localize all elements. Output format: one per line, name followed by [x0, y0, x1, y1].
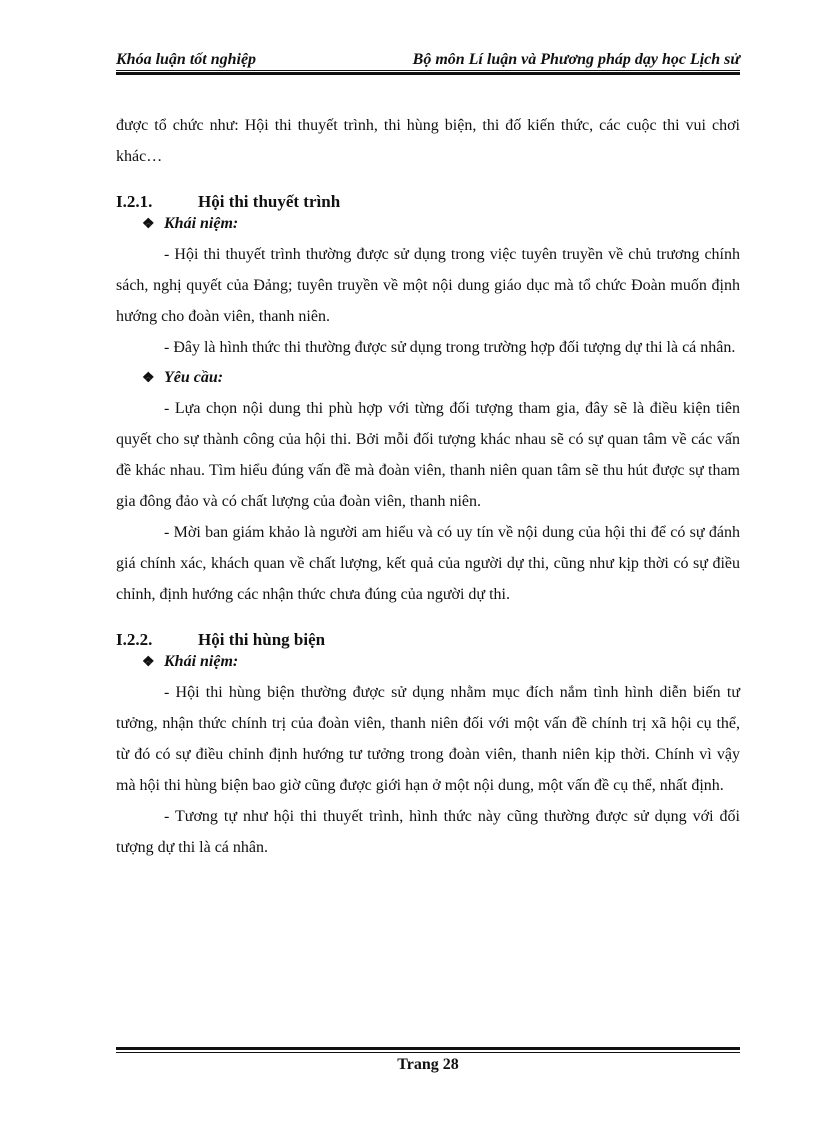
paragraph: - Mời ban giám khảo là người am hiểu và có uy tín về nội dung của hội thi để có sự đánh giá chính xác, khách quan về chất lượng, kết quả của người dự thi, cũng như kịp thời có sự điều chỉnh, định hướng các nhận thức chưa đúng của người dự thi.: [116, 524, 740, 603]
header-rule-thick: [116, 72, 740, 75]
header-thesis-label: Khóa luận tốt nghiệp: [116, 51, 257, 68]
subheading-label: Khái niệm:: [164, 653, 239, 670]
page-number: Trang 28: [397, 1056, 459, 1073]
section-title: Hội thi hùng biện: [198, 630, 326, 649]
paragraph: - Hội thi hùng biện thường được sử dụng nhằm mục đích nắm tình hình diễn biến tư tưởng, nhận thức chính trị của đoàn viên, thanh niên đối với một vấn đề chính trị xã hội cụ thể, từ đó có sự điều chỉnh định hướng tư tưởng trong đoàn viên, thanh niên kịp thời. Chính vì vậy mà hội thi hùng biện bao giờ cũng được giới hạn ở một nội dung, một vấn đề cụ thể, nhất định.: [116, 684, 740, 794]
paragraph: - Lựa chọn nội dung thi phù hợp với từng đối tượng tham gia, đây sẽ là điều kiện tiên quyết cho sự thành công của hội thi. Bởi mỗi đối tượng khác nhau sẽ có sự quan tâm về các vấn đề khác nhau. Tìm hiểu đúng vấn đề mà đoàn viên, thanh niên quan tâm sẽ thu hút được sự tham gia đông đảo và có chất lượng của đoàn viên, thanh niên.: [116, 400, 740, 510]
paragraph: - Hội thi thuyết trình thường được sử dụng trong việc tuyên truyền về chủ trương chính sách, nghị quyết của Đảng; tuyên truyền về một nội dung giáo dục mà tổ chức Đoàn muốn định hướng cho đoàn viên, thanh niên.: [116, 246, 740, 325]
header-rule-thin: [116, 70, 740, 71]
diamond-bullet-icon: ❖: [142, 655, 155, 670]
subheading-concept: [116, 211, 740, 237]
footer-rule-thick: [116, 1047, 740, 1050]
section-number: I.2.1.: [116, 192, 153, 211]
diamond-bullet-icon: ❖: [142, 371, 155, 386]
paragraph: - Đây là hình thức thi thường được sử dụng trong trường hợp đối tượng dự thi là cá nhân.: [164, 339, 736, 356]
diamond-bullet-icon: ❖: [142, 217, 155, 232]
subheading-concept: [116, 649, 740, 675]
page-content: [116, 110, 740, 863]
subheading-label: Khái niệm:: [164, 215, 239, 232]
paragraph: - Tương tự như hội thi thuyết trình, hình thức này cũng thường được sử dụng với đối tượng dự thi là cá nhân.: [116, 808, 740, 856]
intro-paragraph: được tổ chức như: Hội thi thuyết trình, thi hùng biện, thi đố kiến thức, các cuộc thi vui chơi khác…: [116, 117, 740, 165]
subheading-requirements: [116, 365, 740, 391]
subheading-label: Yêu cầu:: [164, 369, 224, 386]
footer-rule-thin: [116, 1052, 740, 1053]
header-department-label: Bộ môn Lí luận và Phương pháp dạy học Lịch sử: [412, 51, 740, 68]
page-header: [116, 51, 740, 71]
section-number: I.2.2.: [116, 630, 153, 649]
section-title: Hội thi thuyết trình: [198, 192, 341, 211]
